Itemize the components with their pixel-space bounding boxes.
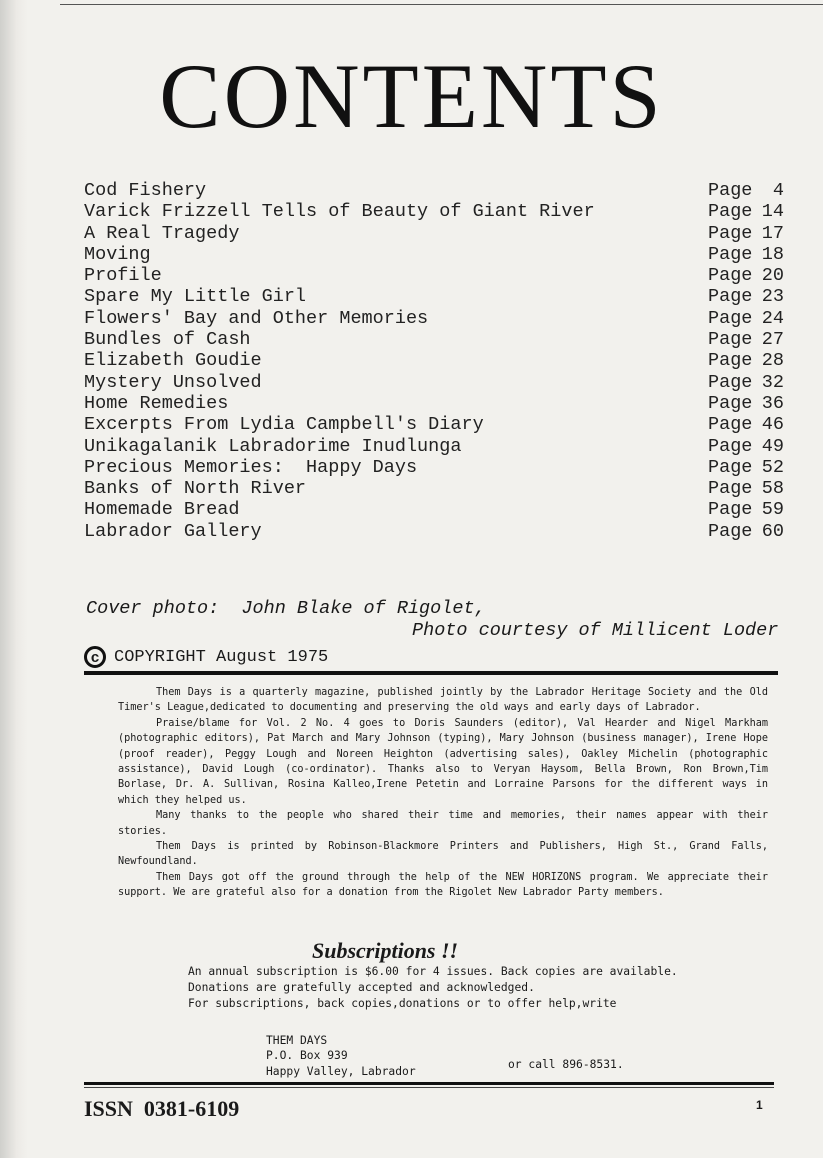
toc-entry-title: Home Remedies <box>84 392 229 414</box>
toc-page-label: Page <box>708 307 753 329</box>
address-line: THEM DAYS <box>266 1034 328 1047</box>
toc-entry-page <box>708 201 784 222</box>
toc-page-number: 27 <box>761 329 784 351</box>
paragraph: Praise/blame for Vol. 2 No. 4 goes to Doris Saunders (editor), Val Hearder and Nigel Markham (photographic editors), Pat March and Mary Johnson (typing), Mary Johnson (business manager), Irene Hope (proof reader), Peggy Lough and Noreen Heighton (advertising sales), Oakley Michelin (photographic assistance), David Lough (co-ordinator). Thanks also to Veryan Haysom, Bella Brown, Ron Brown,Tim Borlase, Dr. A. Sullivan, Rosina Kalleo,Irene Petetin and Lorraine Parsons for the different ways in which they helped us. <box>118 717 768 806</box>
issn: ISSN 0381-6109 <box>84 1096 240 1121</box>
toc-entry <box>84 457 784 478</box>
toc-entry-page <box>708 223 784 244</box>
toc-page-label: Page <box>708 329 753 351</box>
toc-entry-page <box>708 521 784 542</box>
toc-page-label: Page <box>708 286 753 308</box>
cover-photo-caption: Cover photo: John Blake of Rigolet, <box>86 598 486 619</box>
toc-entry <box>84 521 784 542</box>
toc-page-number: 46 <box>761 414 784 436</box>
binding-edge <box>0 0 28 1158</box>
top-rule <box>60 4 823 5</box>
toc-entry-title: Profile <box>84 265 162 287</box>
toc-entry-page <box>708 308 784 329</box>
toc-entry <box>84 436 784 457</box>
toc-entry <box>84 329 784 350</box>
toc-entry-title: Spare My Little Girl <box>84 286 307 308</box>
toc-page-label: Page <box>708 392 753 414</box>
toc-entry-page <box>708 244 784 265</box>
toc-entry-title: Mystery Unsolved <box>84 371 262 393</box>
phone-number: or call 896-8531. <box>508 1058 624 1071</box>
subscription-line: An annual subscription is $6.00 for 4 issues. Back copies are available. <box>188 965 678 978</box>
toc-page-label: Page <box>708 414 753 436</box>
toc-page-number: 59 <box>761 499 784 521</box>
toc-page-number: 24 <box>761 307 784 329</box>
divider-rule <box>84 671 778 675</box>
toc-entry-title: Unikagalanik Labradorime Inudlunga <box>84 435 462 457</box>
toc-entry-page <box>708 350 784 371</box>
toc-entry <box>84 499 784 520</box>
toc-page-label: Page <box>708 222 753 244</box>
toc-entry <box>84 244 784 265</box>
toc-entry-title: Banks of North River <box>84 478 307 500</box>
toc-entry-title: Moving <box>84 243 151 265</box>
toc-page-number: 14 <box>761 201 784 223</box>
toc-entry-page <box>708 180 784 201</box>
toc-page-label: Page <box>708 520 753 542</box>
toc-page-number: 32 <box>761 371 784 393</box>
toc-entry <box>84 265 784 286</box>
subscription-line: Donations are gratefully accepted and acknowledged. <box>188 980 535 994</box>
toc-entry-title: Excerpts From Lydia Campbell's Diary <box>84 414 484 436</box>
toc-page-label: Page <box>708 371 753 393</box>
toc-entry-page <box>708 372 784 393</box>
paragraph: Them Days is printed by Robinson-Blackmore Printers and Publishers, High St., Grand Falls, Newfoundland. <box>118 841 768 868</box>
toc-page-number: 17 <box>761 222 784 244</box>
toc-page-label: Page <box>708 499 753 521</box>
toc-entry <box>84 201 784 222</box>
toc-entry-page <box>708 393 784 414</box>
toc-entry <box>84 478 784 499</box>
address-line: P.O. Box 939 <box>266 1049 348 1063</box>
toc-page-label: Page <box>708 243 753 265</box>
toc-entry-title: Labrador Gallery <box>84 520 262 542</box>
photo-credit: Photo courtesy of Millicent Loder <box>412 620 779 641</box>
toc-page-number: 28 <box>761 350 784 372</box>
toc-entry-title: Cod Fishery <box>84 180 207 201</box>
toc-entry <box>84 414 784 435</box>
toc-entry <box>84 286 784 307</box>
toc-page-number: 58 <box>761 478 784 500</box>
toc-entry <box>84 180 784 201</box>
toc-page-label: Page <box>708 456 753 478</box>
toc-entry-page <box>708 436 784 457</box>
toc-page-number: 60 <box>761 520 784 542</box>
toc-entry-title: Precious Memories: Happy Days <box>84 456 418 478</box>
toc-entry <box>84 372 784 393</box>
footer-rule-thin <box>84 1087 774 1088</box>
toc-entry-page <box>708 329 784 350</box>
address-line: Happy Valley, Labrador <box>266 1064 416 1078</box>
toc-page-label: Page <box>708 478 753 500</box>
toc-entry-title: Bundles of Cash <box>84 329 251 351</box>
toc-page-label: Page <box>708 201 753 223</box>
paragraph: Many thanks to the people who shared their time and memories, their names appear with their stories. <box>118 810 768 837</box>
toc-entry-page <box>708 265 784 286</box>
copyright-line <box>84 646 328 668</box>
toc-entry <box>84 350 784 371</box>
toc-page-number: 20 <box>761 265 784 287</box>
footer-rule <box>84 1082 774 1085</box>
toc-page-label: Page <box>708 180 753 201</box>
toc-entry-title: A Real Tragedy <box>84 222 240 244</box>
paragraph: Them Days got off the ground through the help of the NEW HORIZONS program. We appreciate their support. We are grateful also for a donation from the Rigolet New Labrador Party members. <box>118 871 768 899</box>
copyright-text: COPYRIGHT August 1975 <box>114 647 329 667</box>
toc-entry-title: Flowers' Bay and Other Memories <box>84 307 429 329</box>
subscriptions-heading: Subscriptions !! <box>312 938 459 963</box>
table-of-contents <box>84 180 784 542</box>
toc-page-label: Page <box>708 265 753 287</box>
paragraph: Them Days is a quarterly magazine, published jointly by the Labrador Heritage Society and the Old Timer's League,dedicated to documenting and preserving the old ways and early days of Labrador. <box>118 687 768 714</box>
toc-page-number: 52 <box>761 456 784 478</box>
toc-entry-title: Varick Frizzell Tells of Beauty of Giant River <box>84 201 595 223</box>
copyright-icon: c <box>84 646 106 668</box>
toc-page-number: 36 <box>761 392 784 414</box>
toc-entry <box>84 223 784 244</box>
toc-entry-page <box>708 414 784 435</box>
toc-page-number: 4 <box>772 180 784 201</box>
toc-entry-page <box>708 478 784 499</box>
subscription-info <box>188 964 678 1011</box>
toc-entry <box>84 308 784 329</box>
page-number: 1 <box>756 1098 763 1112</box>
mailing-address <box>266 1033 416 1079</box>
toc-entry-title: Homemade Bread <box>84 499 240 521</box>
toc-entry <box>84 393 784 414</box>
toc-page-number: 18 <box>761 243 784 265</box>
toc-page-number: 23 <box>761 286 784 308</box>
toc-entry-page <box>708 499 784 520</box>
toc-entry-page <box>708 457 784 478</box>
masthead-text <box>118 685 768 901</box>
page-title: CONTENTS <box>159 45 664 147</box>
toc-page-number: 49 <box>761 435 784 457</box>
toc-entry-page <box>708 286 784 307</box>
toc-page-label: Page <box>708 350 753 372</box>
toc-page-label: Page <box>708 435 753 457</box>
toc-entry-title: Elizabeth Goudie <box>84 350 262 372</box>
subscription-line: For subscriptions, back copies,donations or to offer help,write <box>188 996 617 1010</box>
